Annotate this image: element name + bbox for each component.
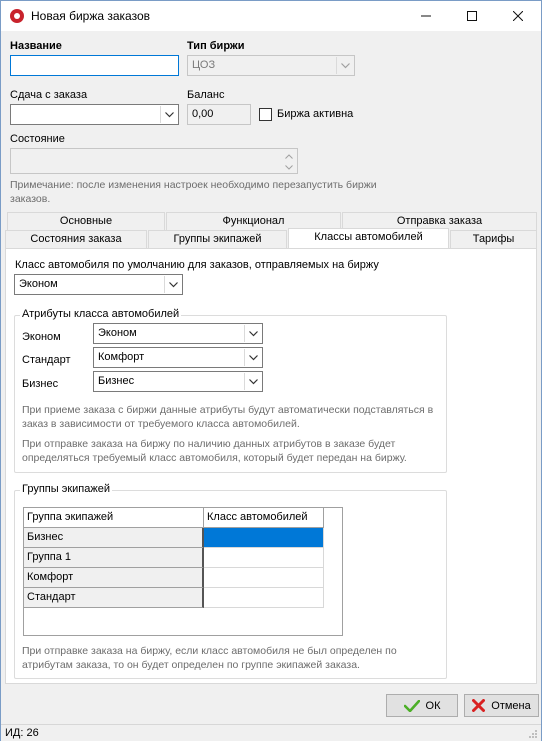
window-title: Новая биржа заказов: [31, 9, 151, 23]
balance-label: Баланс: [187, 89, 225, 101]
table-header-group[interactable]: Группа экипажей: [24, 508, 204, 528]
attr-label-business: Бизнес: [22, 378, 59, 390]
attr-select-econom[interactable]: [93, 323, 263, 344]
settings-note: Примечание: после изменения настроек необходимо перезапустить биржи заказов.: [10, 179, 377, 205]
balance-field: 0,00: [187, 104, 251, 125]
tab-order-states[interactable]: Состояния заказа: [5, 230, 147, 248]
exchange-type-value: ЦОЗ: [192, 59, 216, 71]
table-row[interactable]: Группа 1: [24, 548, 204, 568]
default-class-label: Класс автомобиля по умолчанию для заказов, отправляемых на биржу: [15, 259, 379, 271]
tab-crew-groups[interactable]: Группы экипажей: [148, 230, 287, 248]
table-row[interactable]: Стандарт: [24, 588, 204, 608]
close-icon: [513, 11, 523, 21]
app-icon: [10, 9, 24, 23]
maximize-icon: [467, 11, 477, 21]
attr-value-standard: Комфорт: [98, 351, 145, 363]
cancel-x-icon: [472, 699, 485, 712]
exchange-type-label: Тип биржи: [187, 40, 245, 52]
close-button[interactable]: [495, 1, 541, 31]
table-row[interactable]: Бизнес: [24, 528, 204, 548]
record-id: ИД: 26: [5, 727, 39, 739]
exchange-type-select[interactable]: [187, 55, 355, 76]
attr-select-standard[interactable]: [93, 347, 263, 368]
title-bar[interactable]: [1, 1, 541, 31]
minimize-icon: [421, 11, 431, 21]
chevron-down-icon: [336, 57, 353, 74]
maximize-button[interactable]: [449, 1, 495, 31]
attr-value-econom: Эконом: [98, 327, 137, 339]
default-class-select[interactable]: [14, 274, 183, 295]
state-field: [10, 148, 298, 174]
crew-groups-table: [23, 507, 343, 636]
cancel-button-label: Отмена: [491, 699, 531, 712]
chevron-down-icon: [160, 106, 177, 123]
name-label: Название: [10, 40, 62, 52]
chevron-down-icon: [244, 373, 261, 390]
state-label: Состояние: [10, 133, 65, 145]
name-input[interactable]: [10, 55, 179, 76]
table-header-class[interactable]: Класс автомобилей: [204, 508, 324, 528]
table-cell-class[interactable]: [204, 568, 324, 588]
tab-tariffs[interactable]: Тарифы: [450, 230, 537, 248]
crew-groups-note: При отправке заказа на биржу, если класс автомобиля не был определен по атрибутам заказа, то он будет определен по группе экипажей заказа.: [22, 645, 397, 671]
ok-button-label: ОК: [425, 699, 441, 712]
ok-button[interactable]: [386, 694, 458, 717]
attributes-note-send: При отправке заказа на биржу по наличию данных атрибутов в заказе будет определяться требуемый класс автомобиля, который будет передан на биржу.: [22, 438, 407, 464]
tab-car-classes[interactable]: Классы автомобилей: [288, 228, 449, 248]
exchange-active-checkbox[interactable]: [259, 108, 272, 121]
attr-label-econom: Эконом: [22, 331, 61, 343]
resize-grip-icon[interactable]: [528, 729, 538, 739]
table-cell-class[interactable]: [204, 528, 324, 548]
checkmark-icon: [404, 700, 420, 712]
table-cell-class[interactable]: [204, 588, 324, 608]
table-row[interactable]: Комфорт: [24, 568, 204, 588]
tab-order-sending[interactable]: Отправка заказа: [342, 212, 537, 230]
tab-main[interactable]: Основные: [7, 212, 165, 230]
chevron-down-icon: [282, 161, 296, 173]
chevron-down-icon: [164, 276, 181, 293]
attr-label-standard: Стандарт: [22, 354, 71, 366]
minimize-button[interactable]: [403, 1, 449, 31]
cancel-button[interactable]: [464, 694, 539, 717]
default-class-value: Эконом: [19, 278, 58, 290]
change-select[interactable]: [10, 104, 179, 125]
attr-value-business: Бизнес: [98, 375, 135, 387]
chevron-down-icon: [244, 325, 261, 342]
status-bar: [1, 724, 541, 741]
attributes-group-title: Атрибуты класса автомобилей: [22, 308, 180, 320]
change-label: Сдача с заказа: [10, 89, 88, 101]
tab-functional[interactable]: Функционал: [166, 212, 341, 230]
exchange-active-label[interactable]: Биржа активна: [277, 108, 354, 120]
attributes-note-receive: При приеме заказа с биржи данные атрибуты будут автоматически подставляться в заказ в зависимости от требуемого класса автомобилей.: [22, 404, 434, 430]
table-cell-class[interactable]: [204, 548, 324, 568]
crew-groups-group-title: Группы экипажей: [22, 483, 110, 495]
chevron-down-icon: [244, 349, 261, 366]
attr-select-business[interactable]: [93, 371, 263, 392]
